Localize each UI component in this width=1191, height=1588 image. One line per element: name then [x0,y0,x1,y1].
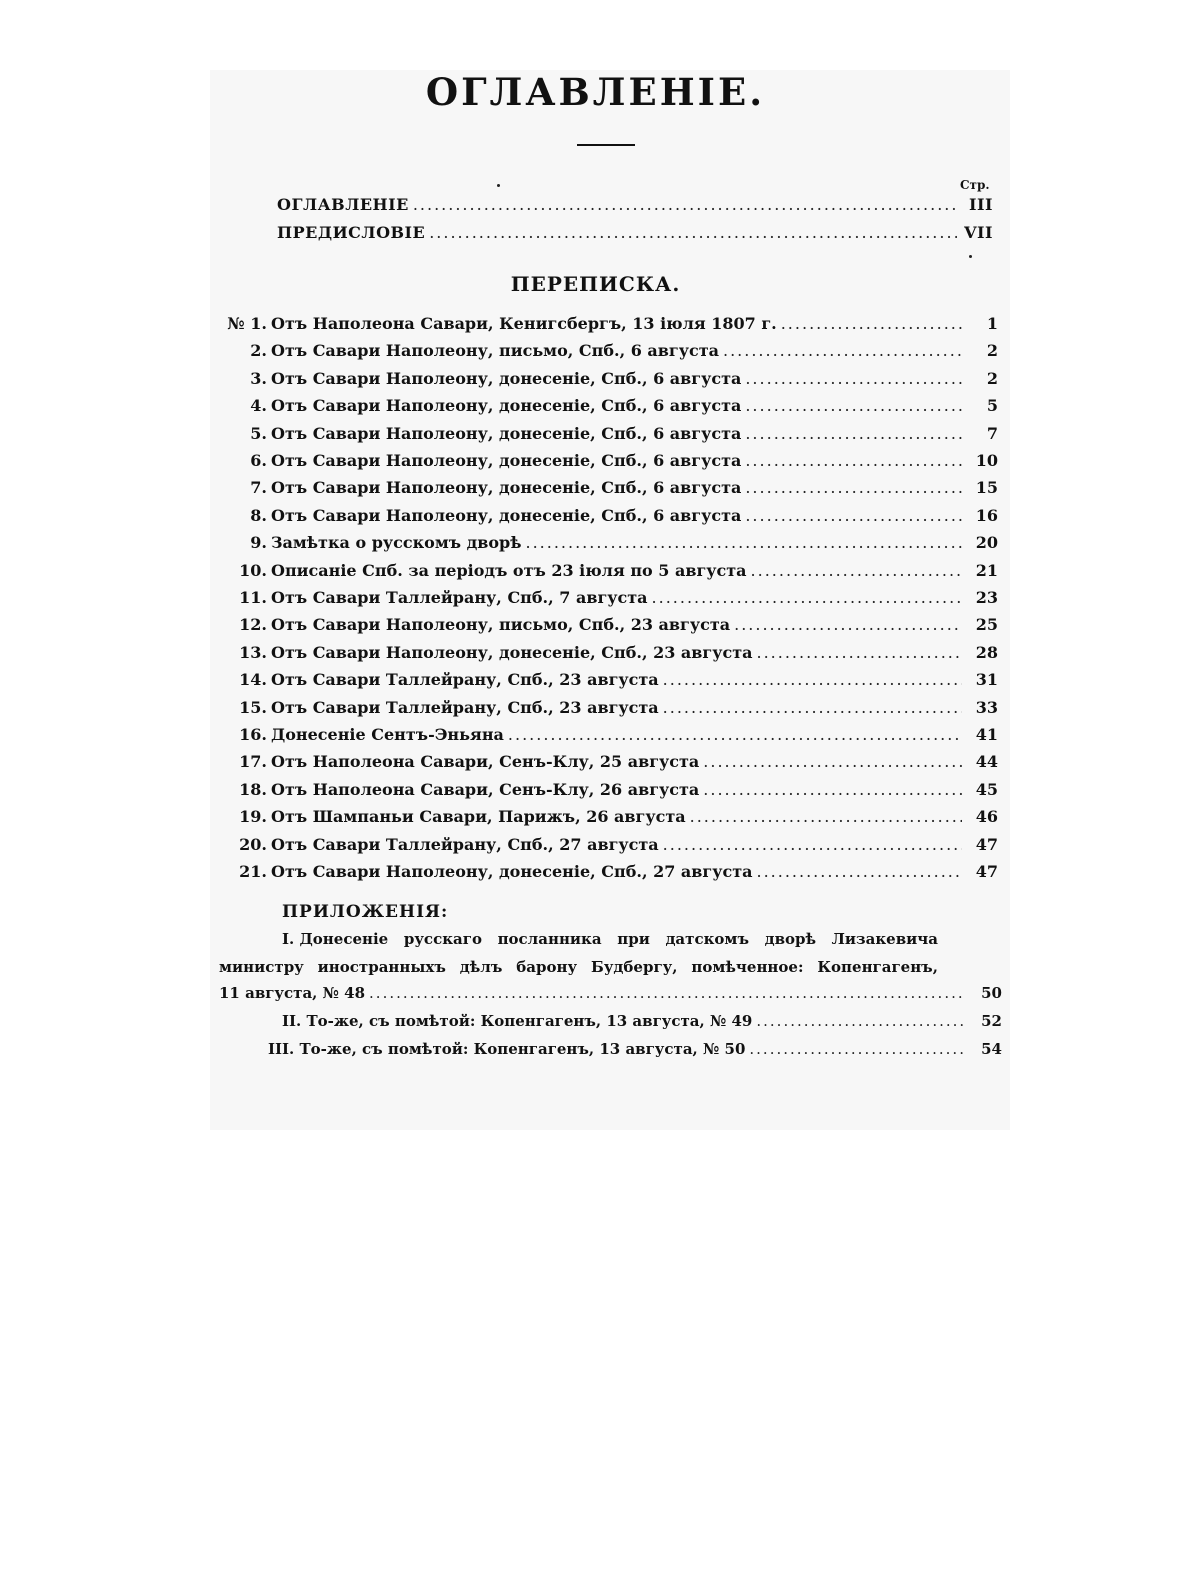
entry-number: 20. [239,834,267,854]
entry-page: 16 [975,505,998,525]
entry-page: 47 [975,834,998,854]
front-matter-page: VII [964,223,993,242]
word: иностранныхъ [317,958,446,976]
leader-dots [429,223,957,242]
entry-text: Отъ Шампаньи Савари, Парижъ, 26 августа [271,807,686,827]
leader-dots [781,314,962,333]
entry-page: 44 [975,752,998,772]
stray-mark [497,184,500,187]
toc-entry [215,615,998,639]
appendix-item-page: 50 [981,984,1002,1002]
title-rule [577,144,635,146]
word: дѣлъ [459,958,503,976]
entry-page: 45 [975,779,998,799]
leader-dots [756,862,962,881]
entry-page: 33 [975,697,998,717]
entry-text: Отъ Савари Наполеону, донесеніе, Спб., 6 августа [271,478,742,498]
entry-number: 21. [239,862,267,881]
leader-dots [663,835,962,854]
word: посланника [497,930,602,948]
entry-page: 31 [975,670,998,690]
entry-page: 2 [986,341,998,361]
entry-page: 10 [975,451,998,470]
word: Копенгагенъ, [817,958,938,976]
entry-page: 20 [975,533,998,553]
entry-text: Отъ Савари Таллейрану, Спб., 23 августа [271,670,659,690]
leader-dots [663,670,962,689]
stray-mark [969,255,972,258]
word: датскомъ [665,930,749,948]
word: дворѣ [764,930,817,948]
entry-number: 9. [250,533,267,553]
leader-dots [745,451,962,470]
leader-dots [723,341,962,360]
entry-page: 25 [975,615,998,635]
entry-page: 23 [975,588,998,607]
front-matter-label: ОГЛАВЛЕНІЕ [277,195,409,214]
appendix-item-line [282,930,938,948]
entry-page: 15 [975,478,998,498]
entry-text: Отъ Савари Наполеону, донесеніе, Спб., 6 августа [271,368,742,388]
leader-dots [652,588,962,607]
entry-text: Отъ Савари Таллейрану, Спб., 27 августа [271,834,659,854]
entry-number: 19. [239,807,267,827]
appendix-item-text: 11 августа, № 48 [219,984,366,1002]
entry-page: 1 [986,314,998,333]
toc-entry [215,396,998,420]
entry-page: 47 [975,862,998,881]
entry-page: 5 [986,396,998,416]
appendix-item-line [219,958,938,976]
leader-dots [690,807,962,826]
entry-text: Отъ Савари Наполеону, письмо, Спб., 6 августа [271,341,719,361]
entry-text: Замѣтка о русскомъ дворѣ [271,533,522,553]
leader-dots [745,478,962,497]
entry-text: Отъ Савари Наполеону, донесеніе, Спб., 6 августа [271,505,742,525]
entry-text: Отъ Савари Наполеону, донесеніе, Спб., 27 августа [271,862,753,881]
leader-dots [663,698,962,717]
toc-entry [215,533,998,557]
leader-dots [745,369,962,388]
appendix-row [268,1040,1002,1064]
leader-dots [703,780,962,799]
entry-number: 14. [239,670,267,690]
word: помѣченное: [691,958,804,976]
entry-text: Отъ Наполеона Савари, Сенъ-Клу, 26 августа [271,779,700,799]
entry-text: Отъ Савари Наполеону, донесеніе, Спб., 6 августа [271,423,742,443]
leader-dots [751,561,962,580]
toc-entry [215,561,998,585]
toc-entry [215,424,998,448]
entry-text: Донесеніе Сентъ-Эньяна [271,725,504,744]
toc-entry [215,451,998,475]
appendix-row [219,984,1002,1008]
leader-dots [745,396,962,415]
entry-text: Отъ Савари Наполеону, письмо, Спб., 23 августа [271,615,731,635]
toc-entry [215,588,998,612]
entry-text: Отъ Савари Наполеону, донесеніе, Спб., 6 августа [271,396,742,416]
entry-page: 7 [986,423,998,443]
entry-page: 21 [975,560,998,580]
leader-dots [756,1012,966,1030]
appendix-row [282,1012,1002,1036]
entry-number: 3. [250,368,267,388]
entry-text: Отъ Наполеона Савари, Сенъ-Клу, 25 августа [271,752,700,772]
entry-number: 11. [239,588,267,607]
entry-number: 13. [239,642,267,662]
entry-number: 5. [250,423,267,443]
entry-text: Отъ Савари Таллейрану, Спб., 23 августа [271,697,659,717]
leader-dots [369,984,966,1002]
toc-entry [215,835,998,859]
entry-number: 4. [250,396,267,416]
appendix-item-text: II. То-же, съ помѣтой: Копенгагенъ, 13 августа, № 49 [282,1012,753,1030]
appendix-item-text: III. То-же, съ помѣтой: Копенгагенъ, 13 августа, № 50 [268,1040,746,1058]
word: Лизакевича [831,930,938,948]
appendix-item-page: 54 [981,1040,1002,1058]
entry-text: Описаніе Спб. за періодъ отъ 23 іюля по 5 августа [271,560,747,580]
toc-entry [215,369,998,393]
entry-number: 7. [250,478,267,498]
entry-number: 17. [239,752,267,772]
word: I. Донесеніе [282,930,389,948]
page-column-label: Стр. [960,178,990,192]
entry-number: 8. [250,505,267,525]
toc-entry [215,698,998,722]
page-title: ОГЛАВЛЕНІЕ. [425,70,766,114]
entry-number: 16. [239,725,267,744]
entry-number: 2. [250,341,267,361]
word: Будбергу, [591,958,678,976]
toc-entry [215,752,998,776]
leader-dots [734,615,962,634]
entry-number: 18. [239,779,267,799]
entry-page: 41 [975,725,998,744]
toc-entry [215,725,998,749]
leader-dots [525,533,962,552]
leader-dots [703,752,962,771]
entry-number: 15. [239,697,267,717]
toc-entry [215,314,998,338]
leader-dots [749,1040,966,1058]
entry-number: 6. [250,451,267,470]
leader-dots [413,195,957,214]
toc-entry [215,670,998,694]
entry-text: Отъ Савари Наполеону, донесеніе, Спб., 6 августа [271,451,742,470]
entry-text: Отъ Наполеона Савари, Кенигсбергъ, 13 іюля 1807 г. [271,314,777,333]
leader-dots [745,506,962,525]
entry-number: 12. [239,615,267,635]
toc-entry [215,643,998,667]
appendix-title: ПРИЛОЖЕНІЯ: [282,902,449,922]
toc-entry [215,506,998,530]
leader-dots [756,643,962,662]
toc-entry [215,862,998,886]
entry-number: № 1. [227,314,267,333]
entry-page: 2 [986,368,998,388]
toc-entry [215,341,998,365]
leader-dots [745,424,962,443]
entry-text: Отъ Савари Таллейрану, Спб., 7 августа [271,588,648,607]
front-matter-page: III [969,195,993,214]
leader-dots [508,725,962,744]
section-title: ПЕРЕПИСКА. [510,272,681,296]
toc-entry [215,807,998,831]
entry-page: 46 [975,807,998,827]
entry-number: 10. [239,560,267,580]
front-matter-row [277,223,993,247]
front-matter-row [277,195,993,219]
word: барону [516,958,578,976]
entry-text: Отъ Савари Наполеону, донесеніе, Спб., 23 августа [271,642,753,662]
word: русскаго [403,930,482,948]
entry-page: 28 [975,642,998,662]
appendix-item-page: 52 [981,1012,1002,1030]
word: министру [219,958,304,976]
word: при [617,930,650,948]
front-matter-label: ПРЕДИСЛОВІЕ [277,223,426,242]
toc-entry [215,478,998,502]
toc-entry [215,780,998,804]
